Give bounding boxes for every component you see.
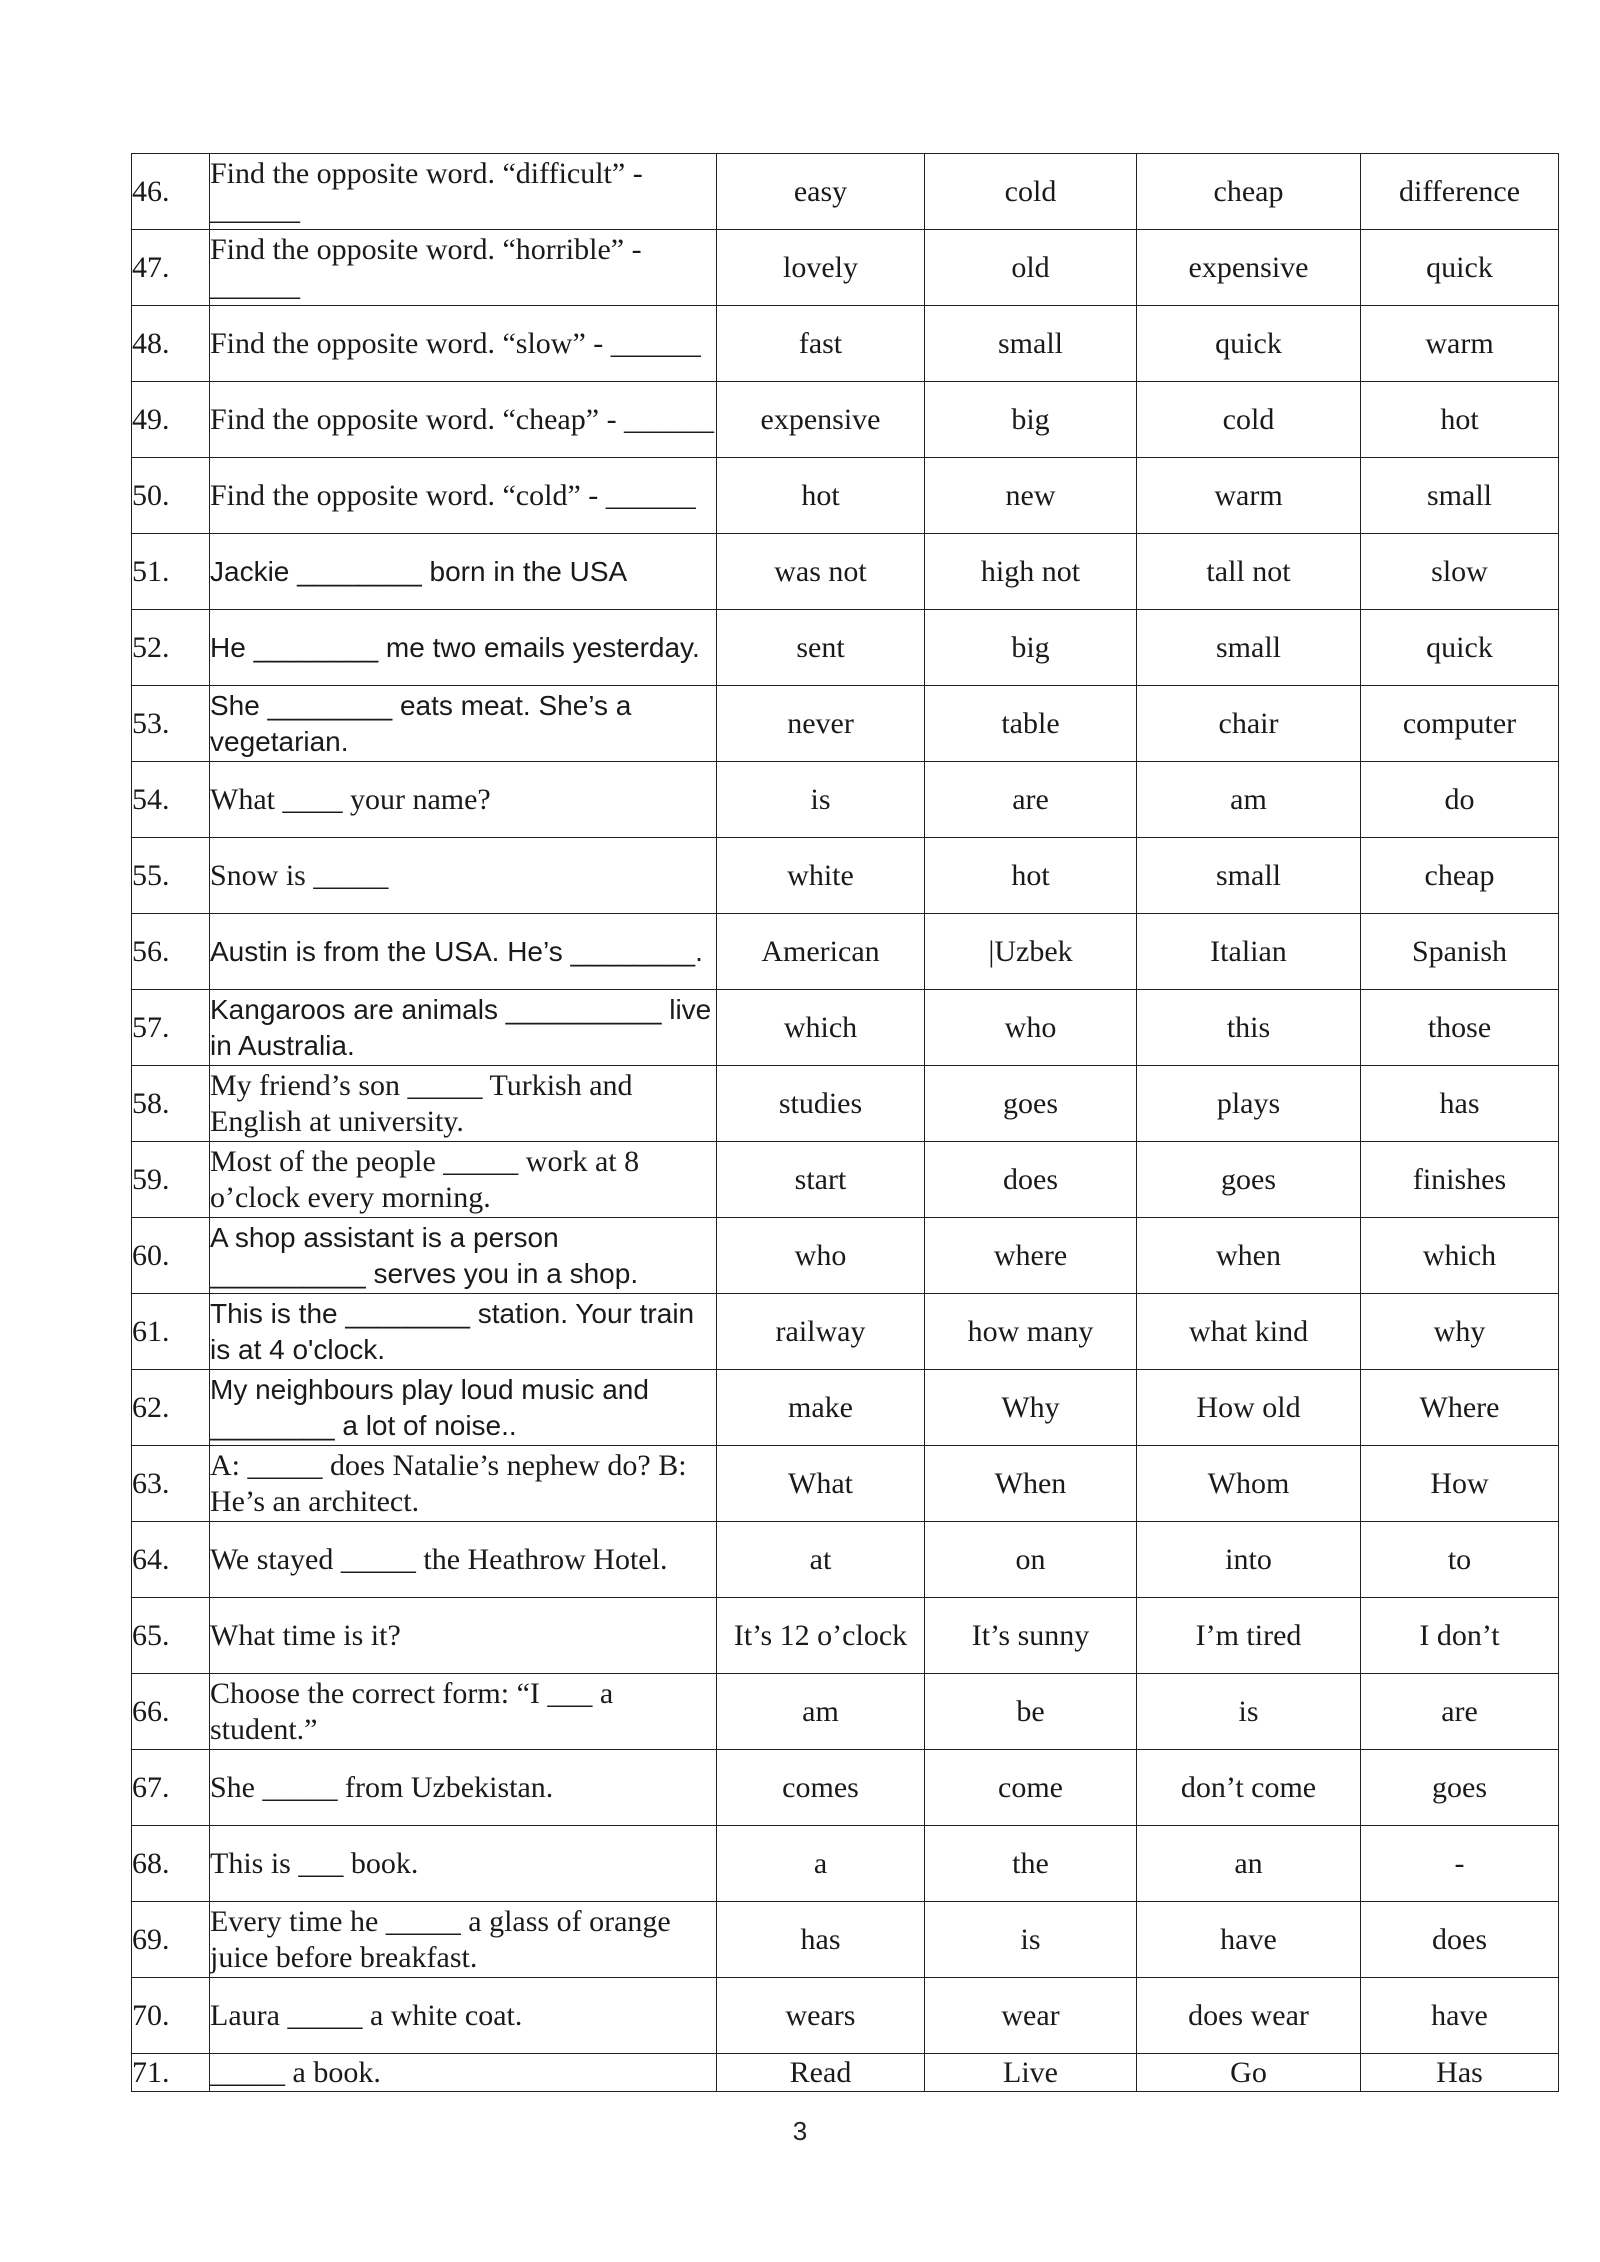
answer-option-a: hot <box>717 458 925 534</box>
answer-option-c: Italian <box>1137 914 1361 990</box>
answer-option-a: American <box>717 914 925 990</box>
question-row <box>132 154 1559 230</box>
answer-option-a: expensive <box>717 382 925 458</box>
question-text: My neighbours play loud music and ________ a lot of noise.. <box>210 1370 717 1446</box>
question-text: Find the opposite word. “horrible” - ______ <box>210 230 717 306</box>
answer-option-b: how many <box>925 1294 1137 1370</box>
answer-option-c: small <box>1137 610 1361 686</box>
answer-option-c: How old <box>1137 1370 1361 1446</box>
answer-option-d: - <box>1361 1826 1559 1902</box>
answer-option-a: who <box>717 1218 925 1294</box>
question-number: 68. <box>132 1826 210 1902</box>
question-row <box>132 1142 1559 1218</box>
answer-option-c: have <box>1137 1902 1361 1978</box>
question-row <box>132 1294 1559 1370</box>
answer-option-c: expensive <box>1137 230 1361 306</box>
question-number: 71. <box>132 2054 210 2092</box>
question-number: 55. <box>132 838 210 914</box>
answer-option-b: new <box>925 458 1137 534</box>
answer-option-d: finishes <box>1361 1142 1559 1218</box>
question-text: Find the opposite word. “difficult” - ______ <box>210 154 717 230</box>
question-text: Find the opposite word. “cold” - ______ <box>210 458 717 534</box>
question-row <box>132 686 1559 762</box>
question-row <box>132 838 1559 914</box>
answer-option-d: How <box>1361 1446 1559 1522</box>
answer-option-c: warm <box>1137 458 1361 534</box>
answer-option-d: Spanish <box>1361 914 1559 990</box>
answer-option-d: why <box>1361 1294 1559 1370</box>
answer-option-c: tall not <box>1137 534 1361 610</box>
question-text: We stayed _____ the Heathrow Hotel. <box>210 1522 717 1598</box>
answer-option-b: where <box>925 1218 1137 1294</box>
answer-option-a: never <box>717 686 925 762</box>
answer-option-c: what kind <box>1137 1294 1361 1370</box>
answer-option-b: Why <box>925 1370 1137 1446</box>
answer-option-b: big <box>925 382 1137 458</box>
question-text: Every time he _____ a glass of orange juice before breakfast. <box>210 1902 717 1978</box>
question-text: This is ___ book. <box>210 1826 717 1902</box>
answer-option-a: make <box>717 1370 925 1446</box>
question-number: 59. <box>132 1142 210 1218</box>
answer-option-a: wears <box>717 1978 925 2054</box>
answer-option-d: quick <box>1361 230 1559 306</box>
answer-option-b: on <box>925 1522 1137 1598</box>
answer-option-c: goes <box>1137 1142 1361 1218</box>
answer-option-b: the <box>925 1826 1137 1902</box>
question-number: 62. <box>132 1370 210 1446</box>
answer-option-b: are <box>925 762 1137 838</box>
answer-option-c: cold <box>1137 382 1361 458</box>
question-row <box>132 458 1559 534</box>
answer-option-b: high not <box>925 534 1137 610</box>
question-number: 46. <box>132 154 210 230</box>
answer-option-a: am <box>717 1674 925 1750</box>
answer-option-b: It’s sunny <box>925 1598 1137 1674</box>
answer-option-a: which <box>717 990 925 1066</box>
answer-option-d: goes <box>1361 1750 1559 1826</box>
answer-option-c: this <box>1137 990 1361 1066</box>
answer-option-a: easy <box>717 154 925 230</box>
answer-option-c: chair <box>1137 686 1361 762</box>
question-number: 66. <box>132 1674 210 1750</box>
question-number: 53. <box>132 686 210 762</box>
answer-option-b: Live <box>925 2054 1137 2092</box>
answer-option-d: hot <box>1361 382 1559 458</box>
answer-option-d: slow <box>1361 534 1559 610</box>
answer-option-c: when <box>1137 1218 1361 1294</box>
answer-option-c: don’t come <box>1137 1750 1361 1826</box>
question-text: She ________ eats meat. She’s a vegetarian. <box>210 686 717 762</box>
question-number: 54. <box>132 762 210 838</box>
quiz-table <box>131 153 1559 2092</box>
answer-option-a: sent <box>717 610 925 686</box>
answer-option-d: cheap <box>1361 838 1559 914</box>
question-number: 48. <box>132 306 210 382</box>
question-row <box>132 1522 1559 1598</box>
answer-option-b: is <box>925 1902 1137 1978</box>
question-text: Jackie ________ born in the USA <box>210 534 717 610</box>
question-row <box>132 762 1559 838</box>
answer-option-b: wear <box>925 1978 1137 2054</box>
question-text: Austin is from the USA. He’s ________. <box>210 914 717 990</box>
question-text: A: _____ does Natalie’s nephew do? B: He’s an architect. <box>210 1446 717 1522</box>
answer-option-a: comes <box>717 1750 925 1826</box>
answer-option-a: studies <box>717 1066 925 1142</box>
answer-option-d: are <box>1361 1674 1559 1750</box>
question-number: 69. <box>132 1902 210 1978</box>
answer-option-a: Read <box>717 2054 925 2092</box>
answer-option-c: am <box>1137 762 1361 838</box>
question-text: What ____ your name? <box>210 762 717 838</box>
question-row <box>132 610 1559 686</box>
question-text: What time is it? <box>210 1598 717 1674</box>
answer-option-a: has <box>717 1902 925 1978</box>
answer-option-c: does wear <box>1137 1978 1361 2054</box>
question-number: 49. <box>132 382 210 458</box>
answer-option-d: those <box>1361 990 1559 1066</box>
page-number: 3 <box>792 2116 808 2146</box>
question-number: 50. <box>132 458 210 534</box>
question-row <box>132 1218 1559 1294</box>
answer-option-d: warm <box>1361 306 1559 382</box>
answer-option-b: table <box>925 686 1137 762</box>
answer-option-b: When <box>925 1446 1137 1522</box>
quiz-table-body <box>132 154 1559 2092</box>
question-row <box>132 1066 1559 1142</box>
answer-option-a: It’s 12 o’clock <box>717 1598 925 1674</box>
answer-option-b: big <box>925 610 1137 686</box>
answer-option-a: at <box>717 1522 925 1598</box>
question-row <box>132 382 1559 458</box>
question-row <box>132 1370 1559 1446</box>
question-row <box>132 306 1559 382</box>
answer-option-b: does <box>925 1142 1137 1218</box>
question-number: 52. <box>132 610 210 686</box>
answer-option-d: computer <box>1361 686 1559 762</box>
question-text: Kangaroos are animals __________ live in Australia. <box>210 990 717 1066</box>
question-text: He ________ me two emails yesterday. <box>210 610 717 686</box>
question-text: _____ a book. <box>210 2054 717 2092</box>
question-text: This is the ________ station. Your train is at 4 o'clock. <box>210 1294 717 1370</box>
answer-option-d: do <box>1361 762 1559 838</box>
answer-option-c: Go <box>1137 2054 1361 2092</box>
answer-option-a: was not <box>717 534 925 610</box>
answer-option-d: which <box>1361 1218 1559 1294</box>
answer-option-b: old <box>925 230 1137 306</box>
question-text: My friend’s son _____ Turkish and English at university. <box>210 1066 717 1142</box>
question-text: Choose the correct form: “I ___ a student.” <box>210 1674 717 1750</box>
answer-option-d: does <box>1361 1902 1559 1978</box>
answer-option-a: railway <box>717 1294 925 1370</box>
answer-option-a: is <box>717 762 925 838</box>
question-text: Laura _____ a white coat. <box>210 1978 717 2054</box>
answer-option-a: white <box>717 838 925 914</box>
answer-option-b: who <box>925 990 1137 1066</box>
answer-option-c: small <box>1137 838 1361 914</box>
answer-option-b: small <box>925 306 1137 382</box>
answer-option-d: quick <box>1361 610 1559 686</box>
question-row <box>132 230 1559 306</box>
answer-option-c: an <box>1137 1826 1361 1902</box>
answer-option-b: hot <box>925 838 1137 914</box>
question-row <box>132 1674 1559 1750</box>
answer-option-b: |Uzbek <box>925 914 1137 990</box>
question-row <box>132 1446 1559 1522</box>
question-text: Find the opposite word. “cheap” - ______ <box>210 382 717 458</box>
question-number: 60. <box>132 1218 210 1294</box>
question-number: 70. <box>132 1978 210 2054</box>
answer-option-c: plays <box>1137 1066 1361 1142</box>
question-number: 56. <box>132 914 210 990</box>
question-text: Most of the people _____ work at 8 o’clock every morning. <box>210 1142 717 1218</box>
answer-option-a: fast <box>717 306 925 382</box>
question-number: 64. <box>132 1522 210 1598</box>
answer-option-d: to <box>1361 1522 1559 1598</box>
question-row <box>132 1598 1559 1674</box>
question-number: 57. <box>132 990 210 1066</box>
question-number: 65. <box>132 1598 210 1674</box>
question-number: 63. <box>132 1446 210 1522</box>
answer-option-d: has <box>1361 1066 1559 1142</box>
answer-option-c: Whom <box>1137 1446 1361 1522</box>
question-number: 47. <box>132 230 210 306</box>
answer-option-d: I don’t <box>1361 1598 1559 1674</box>
answer-option-d: Has <box>1361 2054 1559 2092</box>
question-row <box>132 1902 1559 1978</box>
question-number: 58. <box>132 1066 210 1142</box>
question-row <box>132 1978 1559 2054</box>
question-number: 51. <box>132 534 210 610</box>
question-row <box>132 534 1559 610</box>
answer-option-b: cold <box>925 154 1137 230</box>
answer-option-b: come <box>925 1750 1137 1826</box>
answer-option-b: goes <box>925 1066 1137 1142</box>
question-row <box>132 914 1559 990</box>
answer-option-a: What <box>717 1446 925 1522</box>
answer-option-d: difference <box>1361 154 1559 230</box>
answer-option-c: cheap <box>1137 154 1361 230</box>
question-text: A shop assistant is a person __________ serves you in a shop. <box>210 1218 717 1294</box>
question-number: 67. <box>132 1750 210 1826</box>
question-text: Find the opposite word. “slow” - ______ <box>210 306 717 382</box>
answer-option-c: into <box>1137 1522 1361 1598</box>
question-text: Snow is _____ <box>210 838 717 914</box>
answer-option-a: start <box>717 1142 925 1218</box>
answer-option-c: is <box>1137 1674 1361 1750</box>
answer-option-c: I’m tired <box>1137 1598 1361 1674</box>
question-text: She _____ from Uzbekistan. <box>210 1750 717 1826</box>
answer-option-c: quick <box>1137 306 1361 382</box>
question-row <box>132 1750 1559 1826</box>
answer-option-d: small <box>1361 458 1559 534</box>
answer-option-d: Where <box>1361 1370 1559 1446</box>
question-row <box>132 2054 1559 2092</box>
answer-option-a: lovely <box>717 230 925 306</box>
answer-option-a: a <box>717 1826 925 1902</box>
question-number: 61. <box>132 1294 210 1370</box>
question-row <box>132 990 1559 1066</box>
answer-option-b: be <box>925 1674 1137 1750</box>
question-row <box>132 1826 1559 1902</box>
answer-option-d: have <box>1361 1978 1559 2054</box>
